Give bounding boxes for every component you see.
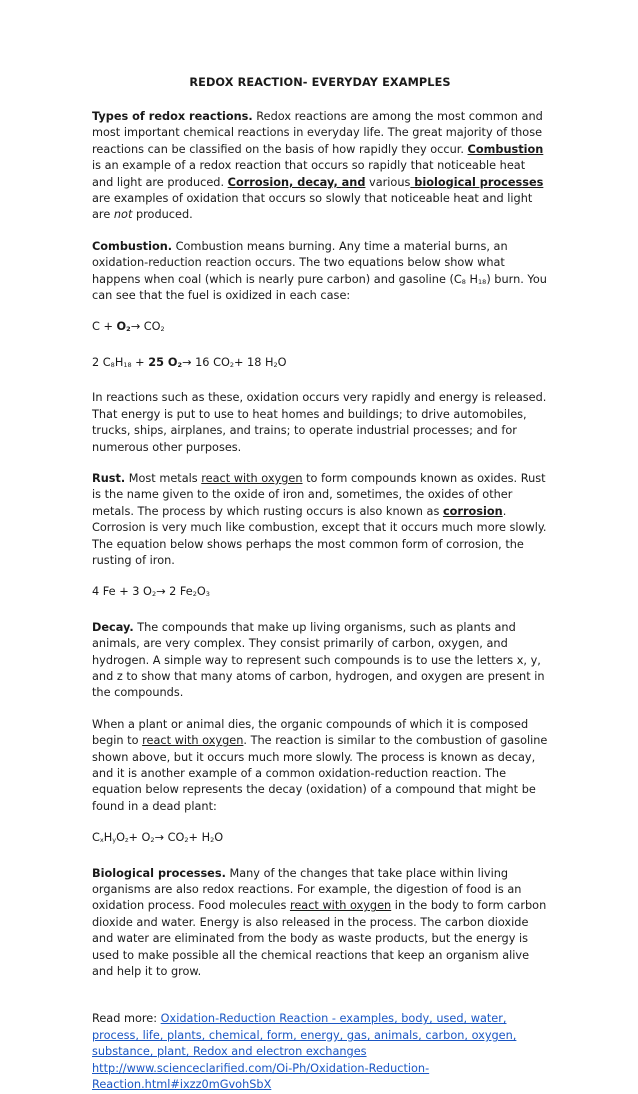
text: are examples of oxidation that occurs so slowly that noticeable heat and light are	[92, 192, 533, 222]
subscript: 2	[177, 360, 183, 369]
equation-rust	[92, 584, 548, 600]
text: Redox reactions are among the most common and most important chemical reactions in everyday life. The great majority of those reactions can be classified on the basis of how rapidly they occur.	[92, 110, 543, 156]
text: O	[277, 355, 287, 369]
subscript: 2	[192, 590, 197, 599]
subscript: x	[99, 836, 104, 845]
decay-paragraph	[92, 620, 548, 702]
equation-coal	[92, 319, 548, 335]
text: O	[214, 831, 224, 845]
subscript: 2	[126, 325, 131, 334]
text: . Corrosion is very much like combustion, except that it occurs much more slowly. The equation below shows perhaps the most common form of corrosion, the rusting of iron.	[92, 504, 547, 567]
text: 16 CO	[191, 355, 230, 369]
subscript: 8	[461, 277, 466, 286]
text: H	[465, 272, 479, 286]
react-with-oxygen-link[interactable]: react with oxygen	[201, 471, 303, 485]
text: Many of the changes that take place within living organisms are also redox reactions. For example, the digestion of food is an oxidation process. Food molecules	[92, 866, 522, 913]
text: produced.	[132, 208, 193, 222]
text: ) burn. You can see that the fuel is oxidized in each case:	[92, 272, 547, 303]
text: + 18 H	[234, 355, 274, 369]
rust-heading: Rust.	[92, 471, 126, 485]
combustion-term: Combustion	[467, 142, 544, 156]
subscript: 2	[151, 590, 157, 599]
corrosion-term: corrosion	[442, 504, 503, 518]
equation-gasoline	[92, 355, 548, 371]
subscript: 2	[229, 360, 234, 369]
text: CO	[164, 831, 185, 845]
source-title-link[interactable]: Oxidation-Reduction Reaction - examples, body, used, water, process, life, plants, chemical, form, energy, gas, animals, carbon, oxygen, substance, plant, Redox and electron exchanges	[92, 1012, 517, 1059]
text: to form compounds known as oxides. Rust is the name given to the oxide of iron and, sometimes, the oxides of other metals. The process by which rusting occurs is also known as	[92, 471, 546, 518]
equation-decay	[92, 830, 548, 846]
arrow: →	[154, 831, 164, 845]
oxygen-term: O	[116, 320, 127, 334]
oxygen-term: 25 O	[148, 355, 178, 369]
subscript: y	[112, 836, 117, 845]
react-with-oxygen-link[interactable]: react with oxygen	[289, 899, 392, 913]
text: Combustion means burning. Any time a material burns, an oxidation-reduction reaction occurs. The two equations below show what happens when coal (which is nearly pure carbon) and gasoline (C	[92, 239, 508, 286]
biological-processes-term: biological processes	[410, 175, 544, 189]
plant-paragraph	[92, 717, 548, 815]
subscript: 2	[273, 360, 278, 369]
text: CO	[140, 320, 161, 334]
text: 2 C	[92, 355, 111, 369]
text: The compounds that make up living organisms, such as plants and animals, are very complex. They consist primarily of carbon, oxygen, and hydrogen. A simple way to represent such compounds is to use the letters x, y, and z to show that many atoms of carbon, hydrogen, and oxygen are present in the compounds.	[92, 620, 545, 700]
combustion-heading: Combustion.	[92, 239, 173, 253]
text: 4 Fe + 3 O	[92, 585, 152, 599]
text: +	[131, 355, 149, 369]
arrow: →	[156, 585, 166, 599]
arrow: →	[130, 320, 141, 334]
source-url-link[interactable]: http://www.scienceclarified.com/Oi-Ph/Oxidation-Reduction-Reaction.html#ixzz0mGvohSbX	[92, 1061, 430, 1092]
text: O	[116, 831, 126, 845]
read-more-label: Read more:	[92, 1012, 161, 1026]
read-more-paragraph	[92, 1011, 548, 1093]
text: C	[92, 831, 100, 845]
subscript: 8	[110, 360, 115, 369]
subscript: 18	[123, 360, 132, 369]
text: When a plant or animal dies, the organic compounds of which it is composed begin to	[92, 717, 529, 748]
text: . The reaction is similar to the combustion of gasoline shown above, but it occurs much more slowly. The process is known as decay, and it is another example of a common oxidation-reduction reaction. The equation below represents the decay (oxidation) of a compound that might be found in a dead plant:	[92, 734, 548, 813]
text: H	[103, 831, 113, 845]
text: Most metals	[125, 471, 202, 485]
corrosion-decay-term: Corrosion, decay, and	[227, 175, 366, 189]
react-with-oxygen-link[interactable]: react with oxygen	[142, 734, 244, 748]
spacer	[92, 995, 548, 1011]
combustion-paragraph	[92, 239, 548, 305]
text: C +	[92, 320, 117, 334]
decay-heading: Decay.	[92, 620, 134, 634]
subscript: 2	[184, 836, 189, 845]
text: in the body to form carbon dioxide and water. Energy is also released in the process. The carbon dioxide and water are eliminated from the body as waste products, but the energy is used to make possible all the chemical reactions that keep an organism alive and help it to grow.	[92, 899, 547, 979]
text: O	[196, 585, 206, 599]
subscript: 2	[210, 836, 215, 845]
types-paragraph	[92, 109, 548, 224]
not-term: not	[113, 208, 133, 222]
subscript: z	[125, 836, 129, 845]
subscript: 2	[150, 836, 155, 845]
types-heading: Types of redox reactions.	[92, 110, 253, 123]
arrow: →	[182, 355, 192, 369]
biological-heading: Biological processes.	[92, 866, 226, 880]
page-title: REDOX REACTION- EVERYDAY EXAMPLES	[189, 76, 451, 89]
text: + O	[128, 831, 151, 845]
text: is an example of a redox reaction that occurs so rapidly that noticeable heat and light are produced.	[92, 159, 526, 189]
rust-paragraph	[92, 471, 548, 569]
text: + H	[188, 831, 211, 845]
text: 2 Fe	[165, 585, 193, 599]
energy-paragraph: In reactions such as these, oxidation occurs very rapidly and energy is released. That energy is put to use to heat homes and buildings; to drive automobiles, trucks, ships, airplanes, and trains; to operate industrial processes; and for numerous other purposes.	[92, 391, 547, 454]
biological-paragraph	[92, 866, 548, 981]
subscript: 2	[160, 325, 165, 334]
text: H	[114, 355, 124, 369]
text: various	[365, 175, 411, 189]
subscript: 18	[478, 277, 487, 286]
subscript: 3	[205, 590, 210, 599]
